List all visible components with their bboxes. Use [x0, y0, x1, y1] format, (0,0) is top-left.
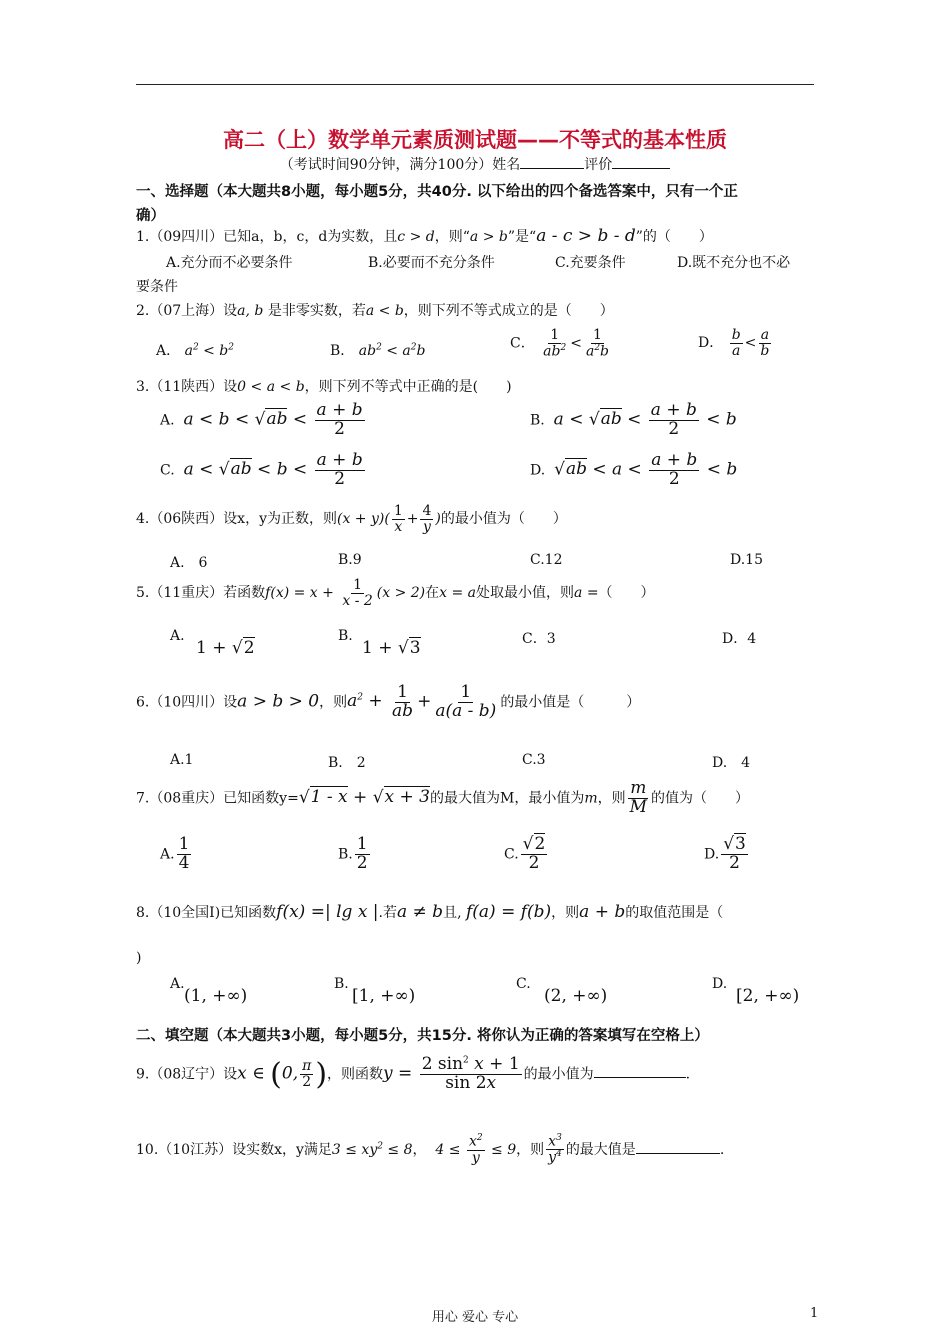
q3-option-d: D. √ab < a < $\frac{a + b}{2}$ < b [530, 450, 738, 489]
q5-option-a: A. [170, 628, 185, 644]
exam-info: （考试时间90分钟，满分100分）姓名 评价 [0, 154, 950, 174]
section1-heading-cont: 确） [136, 208, 165, 224]
q2-option-c: C． $\frac{1}{ab^2}$ < $\frac{1}{a^2b}$ [510, 327, 610, 360]
q8-option-a-value: (1, +∞) [184, 986, 248, 1006]
q8-option-a: A. [170, 976, 185, 992]
q5-option-d: D．4 [722, 631, 757, 647]
q3-option-b: B. a < √ab < $\frac{a + b}{2}$ < b [530, 400, 737, 439]
q6-option-a: A.1 [170, 752, 194, 768]
question-10: 10.（10江苏）设实数x，y满足$3 \le xy^2 \le 8$， 4 ≤ $\frac{x^2}{y}$ ≤ 9，则 $\frac{x^3}{y^4}$ 的最大值是 . [136, 1133, 725, 1166]
q1-option-d-cont: 要条件 [136, 279, 178, 295]
q5-option-a-value: 1 + √2 [196, 638, 255, 658]
section2-heading: 二、填空题（本大题共3小题，每小题5分，共15分. 将你认为正确的答案填写在空格上） [136, 1028, 709, 1044]
page-number: 1 [810, 1306, 819, 1321]
q1-option-a: A.充分而不必要条件 [166, 255, 293, 271]
section1-heading: 一、选择题（本大题共8小题，每小题5分，共40分. 以下给出的四个备选答案中，只有一个正 [136, 184, 738, 200]
q1-option-b: B.必要而不充分条件 [368, 255, 495, 271]
question-5: 5.（11重庆）若函数f(x) = x + $\frac{1}{x - 2}$ (x > 2)在x = a处取最小值，则a =（ ） [136, 577, 655, 609]
q4-option-b: B.9 [338, 552, 362, 568]
q6-option-b: B. 2 [328, 755, 366, 771]
q7-option-b: B. $\frac{1}{2}$ [338, 834, 368, 873]
question-1: 1.（09四川）已知a，b，c，d为实数，且c > d，则“a > b”是“a - c > b - d”的（ ） [136, 226, 713, 246]
page-title: 高二（上）数学单元素质测试题——不等式的基本性质 [223, 128, 727, 152]
q2-option-a: A． $a^2 < b^2$ [156, 342, 234, 359]
question-4: 4.（06陕西）设x，y为正数，则(x + y)( $\frac{1}{x}$ + $\frac{4}{y}$ )的最小值为（ ） [136, 503, 567, 535]
q5-option-c: C．3 [522, 631, 556, 647]
q8-option-c-value: (2, +∞) [544, 986, 608, 1006]
q3-option-c: C. a < √ab < b < $\frac{a + b}{2}$ [160, 450, 363, 489]
q7-option-c: C. $\frac{√2}{2}$ [504, 834, 546, 873]
footer-text: 用心 爱心 专心 [431, 1310, 519, 1325]
q6-option-d: D. 4 [712, 755, 751, 771]
q1-option-c: C.充要条件 [555, 255, 626, 271]
q2-option-d: D． $\frac{b}{a}$ < $\frac{a}{b}$ [698, 327, 770, 359]
top-rule [136, 84, 814, 85]
q8-option-d: D. [712, 976, 728, 992]
q7-option-d: D. $\frac{√3}{2}$ [704, 834, 746, 873]
question-2: 2.（07上海）设a, b 是非零实数，若a < b，则下列不等式成立的是（ ） [136, 303, 614, 319]
q8-option-b-value: [1, +∞) [352, 986, 416, 1006]
q3-option-a: A. a < b < √ab < $\frac{a + b}{2}$ [160, 400, 363, 439]
q8-option-c: C. [516, 976, 531, 992]
question-3: 3.（11陕西）设0 < a < b，则下列不等式中正确的是( ) [136, 379, 512, 395]
question-8-cont: ) [136, 950, 142, 966]
question-7: 7.（08重庆）已知函数y=√1 - x + √x + 3的最大值为M，最小值为m，则 $\frac{m}{M}$ 的值为（ ） [136, 778, 750, 817]
q5-option-b-value: 1 + √3 [362, 638, 421, 658]
q2-option-b: B． $ab^2 < a^2b$ [330, 342, 426, 359]
q4-option-c: C.12 [530, 552, 563, 568]
q8-option-d-value: [2, +∞) [736, 986, 800, 1006]
q1-option-d: D.既不充分也不必 [677, 255, 791, 271]
q4-option-a: A. 6 [170, 555, 208, 571]
question-9: 9.（08辽宁）设x ∈ (0, $\frac{\pi}{2}$ )，则函数y = $\frac{2 \sin^2 x + 1}{\sin 2x}$ 的最小值为 . [136, 1054, 691, 1093]
q4-option-d: D.15 [730, 552, 763, 568]
q7-option-a: A. $\frac{1}{4}$ [160, 834, 190, 873]
q5-option-b: B. [338, 628, 353, 644]
q6-option-c: C.3 [522, 752, 546, 768]
q8-option-b: B. [334, 976, 349, 992]
question-6: 6.（10四川）设a > b > 0，则$a^2$ + $\frac{1}{ab}$ + $\frac{1}{a(a - b)}$ 的最小值是（ ） [136, 682, 641, 721]
question-8: 8.（10全国Ⅰ)已知函数f(x) =| lg x |.若a ≠ b且, f(a) = f(b)，则a + b的取值范围是（ [136, 902, 724, 922]
